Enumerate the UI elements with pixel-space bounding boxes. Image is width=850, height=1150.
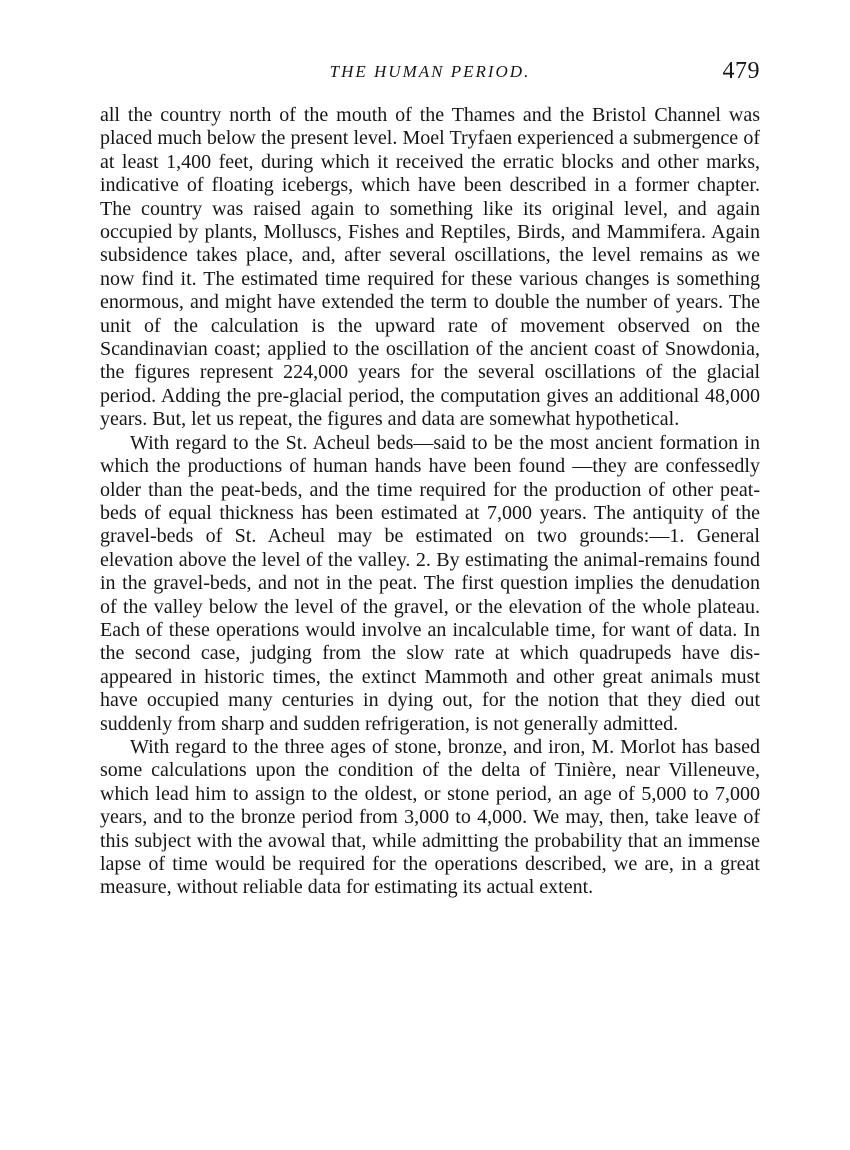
running-title: THE HUMAN PERIOD. — [329, 62, 531, 81]
paragraph-st-acheul: With regard to the St. Acheul beds—said to be the most ancient formation in which the productions of human hands have been found —they are confessedly older than the peat-beds, and the time required for the production of other peat-beds of equal thickness has been estimated at 7,000 years. The antiquity of the gravel-beds of St. Acheul may be estimated on two grounds:—1. General elevation above the level of the valley. 2. By estimating the animal-remains found in the gravel-beds, and not in the peat. The first question implies the denudation of the valley below the level of the gravel, or the elevation of the whole plateau. Each of these operations would involve an incalculable time, for want of data. In the second case, judging from the slow rate at which quadrupeds have disappeared in historic times, the extinct Mammoth and other great animals must have occupied many centuries in dying out, for the notion that they died out suddenly from sharp and sudden refrigeration, is not generally admitted. — [100, 431, 760, 735]
paragraph-continued: all the country north of the mouth of the Thames and the Bristol Channel was placed much below the present level. Moel Tryfaen experienced a submergence of at least 1,400 feet, during which it received the erratic blocks and other marks, indicative of floating icebergs, which have been described in a former chapter. The country was raised again to something like its original level, and again occupied by plants, Molluscs, Fishes and Reptiles, Birds, and Mammifera. Again subsidence takes place, and, after several oscillations, the level remains as we now find it. The estimated time required for these various changes is something enormous, and might have extended the term to double the number of years. The unit of the calculation is the upward rate of movement observed on the Scandinavian coast; applied to the oscillation of the ancient coast of Snowdonia, the figures represent 224,000 years for the several oscillations of the glacial period. Adding the pre-glacial period, the computation gives an additional 48,000 years. But, let us repeat, the figures and data are somewhat hypothetical. — [100, 104, 760, 431]
page-number: 479 — [722, 58, 760, 84]
body-text — [100, 104, 760, 900]
paragraph-three-ages: With regard to the three ages of stone, bronze, and iron, M. Morlot has based some calculations upon the condition of the delta of Tinière, near Villeneuve, which lead him to assign to the oldest, or stone period, an age of 5,000 to 7,000 years, and to the bronze period from 3,000 to 4,000. We may, then, take leave of this subject with the avowal that, while admitting the probability that an immense lapse of time would be required for the operations described, we are, in a great measure, without reliable data for estimating its actual extent. — [100, 735, 760, 899]
running-head — [100, 58, 760, 88]
